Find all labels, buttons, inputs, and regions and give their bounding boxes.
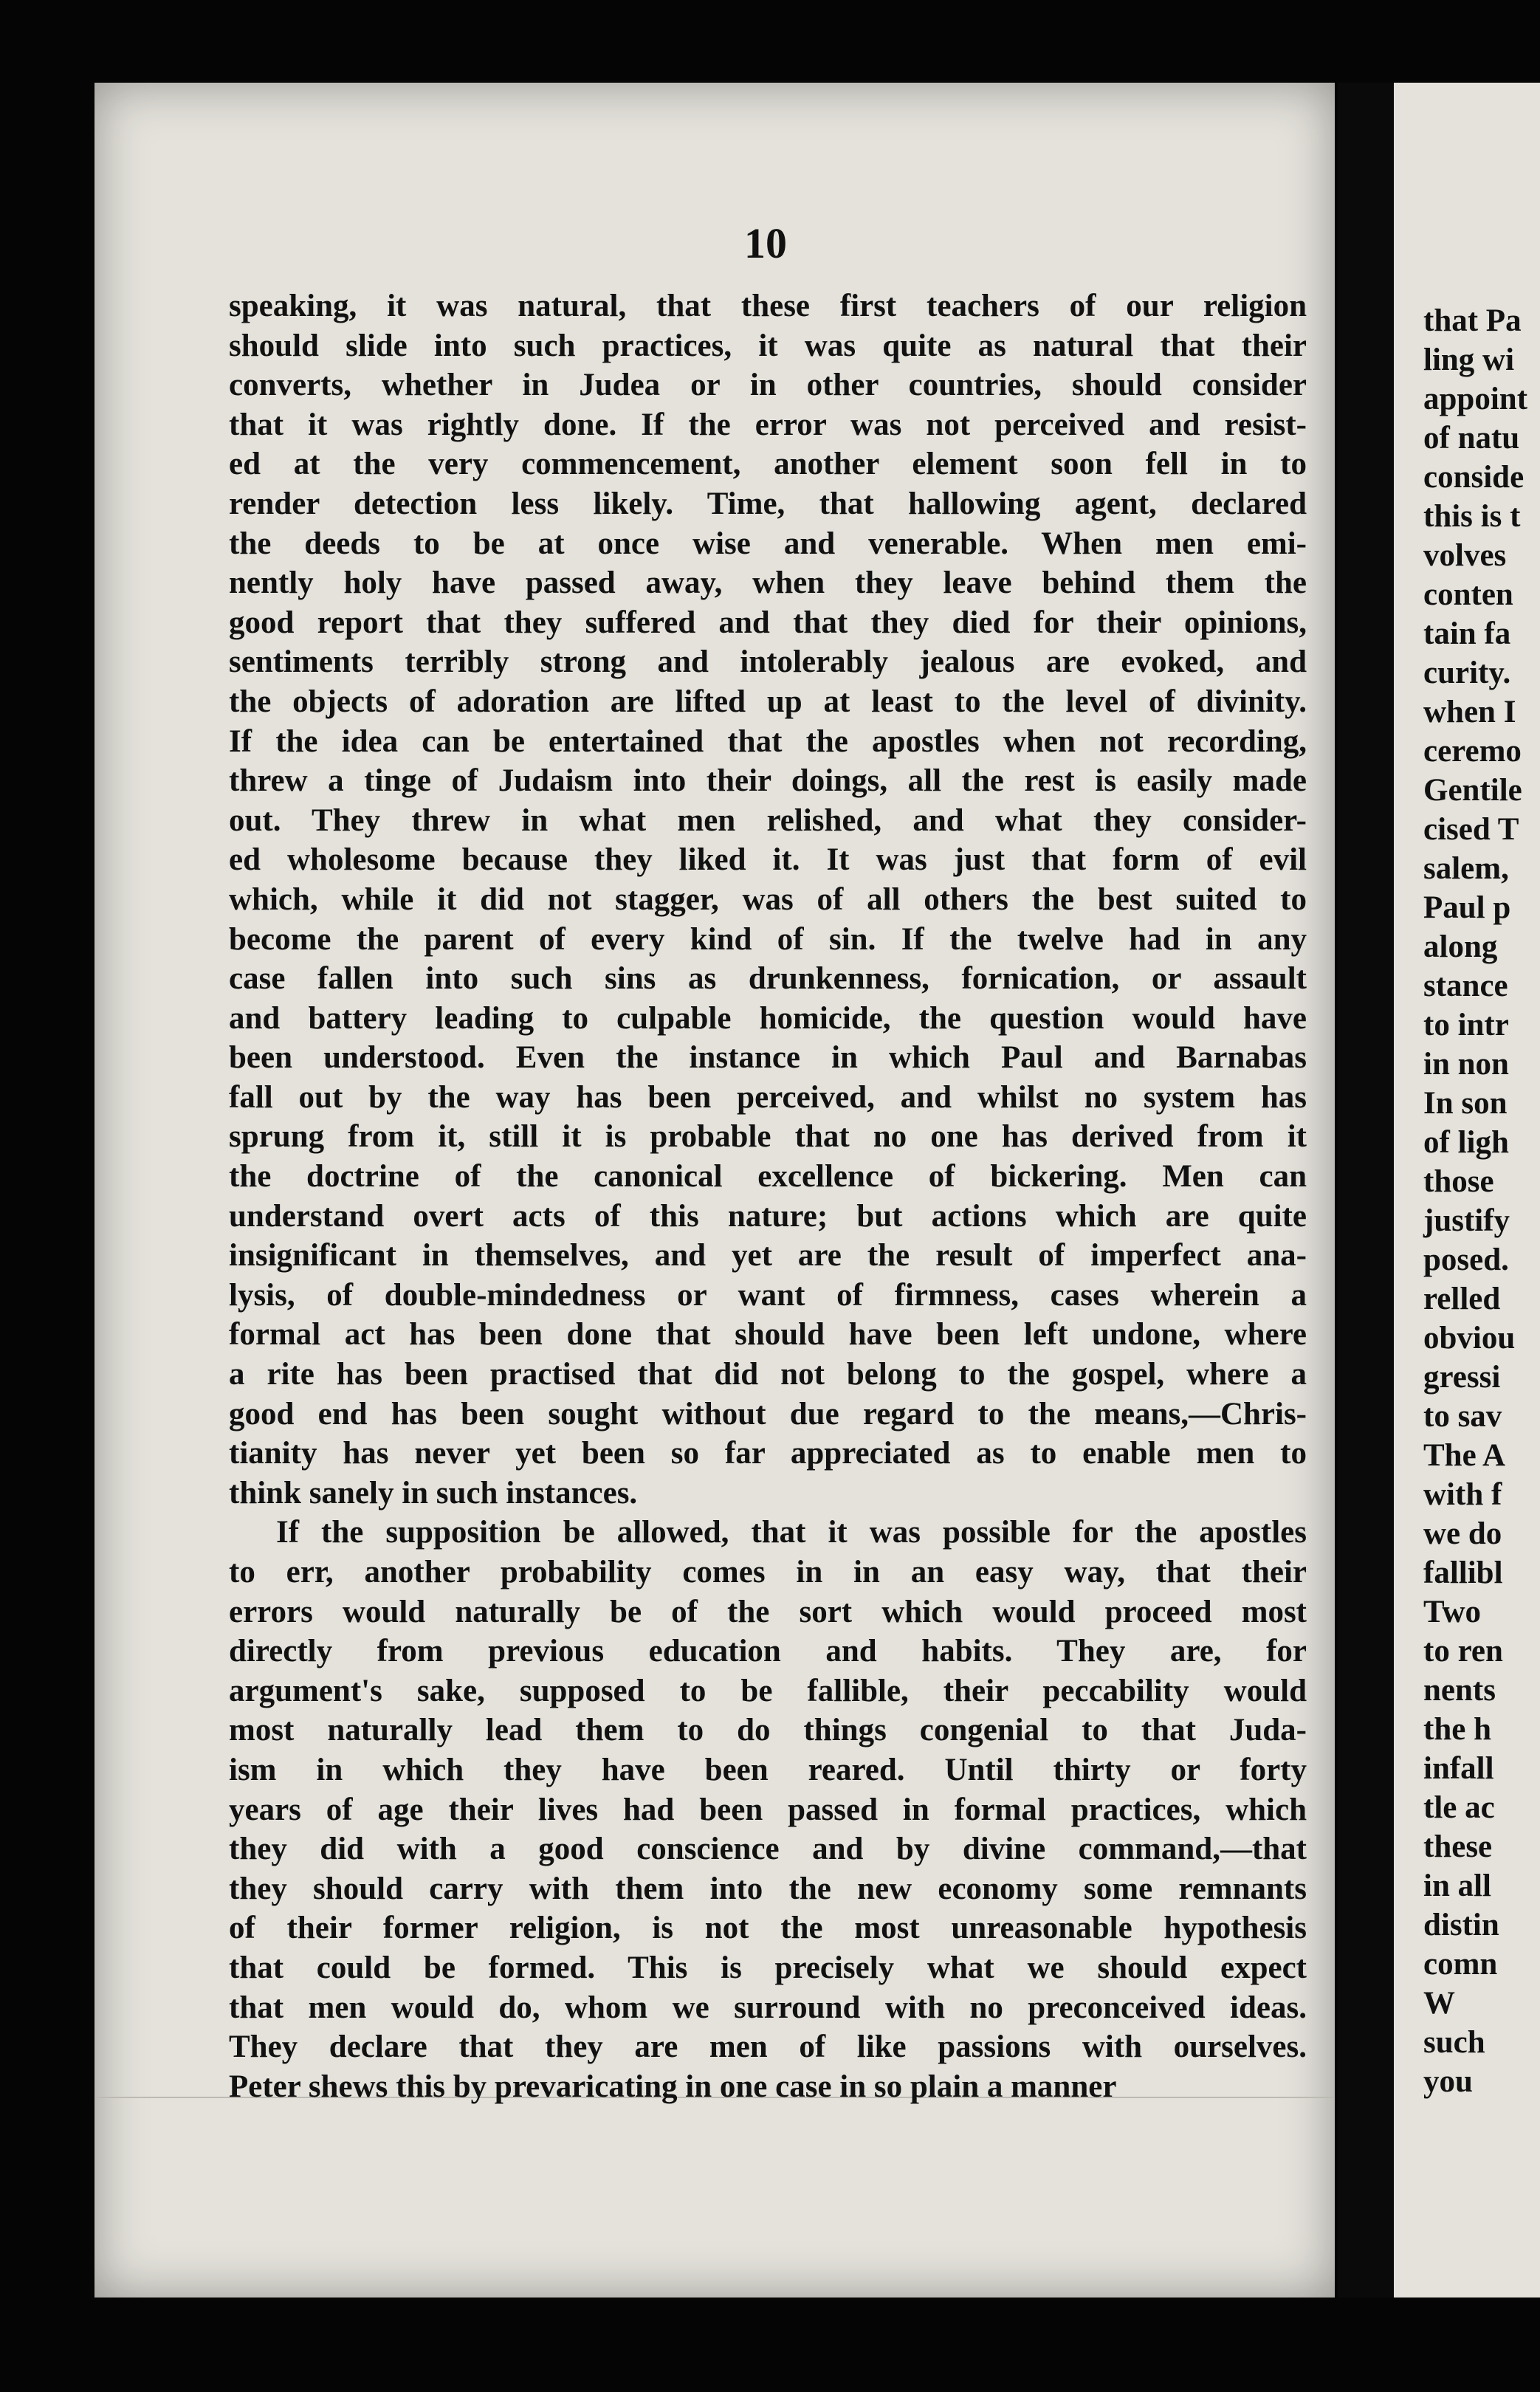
text-line: they should carry with them into the new economy some remnants bbox=[229, 1871, 1307, 1906]
right-text-line: W bbox=[1423, 1986, 1455, 2021]
text-line: become the parent of every kind of sin. If the twelve had in any bbox=[229, 921, 1307, 957]
text-line: which, while it did not stagger, was of all others the best suited to bbox=[229, 881, 1307, 917]
text-line: render detection less likely. Time, that hallowing agent, declared bbox=[229, 486, 1307, 521]
text-line: been understood. Even the instance in which Paul and Barnabas bbox=[229, 1040, 1307, 1076]
text-line: think sanely in such instances. bbox=[229, 1475, 638, 1511]
right-text-line: gressi bbox=[1423, 1360, 1501, 1395]
right-text-line: of natu bbox=[1423, 421, 1520, 456]
right-text-line: the h bbox=[1423, 1712, 1491, 1747]
text-line: and battery leading to culpable homicide, the question would have bbox=[229, 1000, 1307, 1036]
text-line: directly from previous education and habits. They are, for bbox=[229, 1634, 1307, 1669]
binding-gutter bbox=[1338, 83, 1394, 2298]
right-text-line: curity. bbox=[1423, 656, 1511, 690]
text-line: they did with a good conscience and by divine command,—that bbox=[229, 1832, 1307, 1867]
text-line: case fallen into such sins as drunkenness, fornication, or assault bbox=[229, 961, 1307, 997]
right-text-line: obviou bbox=[1423, 1321, 1516, 1355]
text-line: years of age their lives had been passed in formal practices, which bbox=[229, 1792, 1307, 1827]
text-line: should slide into such practices, it was quite as natural that their bbox=[229, 328, 1307, 363]
text-line: If the idea can be entertained that the apostles when not recording, bbox=[229, 724, 1307, 759]
text-line: most naturally lead them to do things congenial to that Juda- bbox=[229, 1713, 1307, 1748]
text-line: lysis, of double-mindedness or want of firmness, cases wherein a bbox=[229, 1277, 1307, 1313]
text-line: tianity has never yet been so far appreciated as to enable men to bbox=[229, 1436, 1307, 1471]
text-line: converts, whether in Judea or in other countries, should consider bbox=[229, 368, 1307, 403]
text-line: to err, another probability comes in in an easy way, that their bbox=[229, 1555, 1307, 1589]
text-line: understand overt acts of this nature; but actions which are quite bbox=[229, 1198, 1307, 1234]
right-text-line: conside bbox=[1423, 460, 1524, 495]
text-line: out. They threw in what men relished, and what they consider- bbox=[229, 803, 1307, 838]
right-text-line: conten bbox=[1423, 577, 1513, 612]
right-text-line: salem, bbox=[1423, 851, 1509, 886]
text-line: sentiments terribly strong and intolerably jealous are evoked, and bbox=[229, 645, 1307, 680]
right-text-line: posed. bbox=[1423, 1243, 1509, 1277]
right-text-line: In son bbox=[1423, 1086, 1508, 1121]
right-text-line: ceremo bbox=[1423, 734, 1522, 769]
text-line: the deeds to be at once wise and venerable. When men emi- bbox=[229, 526, 1307, 561]
text-line: errors would naturally be of the sort which would proceed most bbox=[229, 1594, 1307, 1629]
right-text-line: those bbox=[1423, 1164, 1494, 1199]
right-text-line: distin bbox=[1423, 1908, 1499, 1942]
text-line: nently holy have passed away, when they leave behind them the bbox=[229, 566, 1307, 601]
text-line: If the supposition be allowed, that it was possible for the apostles bbox=[276, 1515, 1307, 1550]
text-line: speaking, it was natural, that these first teachers of our religion bbox=[229, 289, 1307, 323]
right-text-line: that Pa bbox=[1423, 303, 1522, 338]
text-line: insignificant in themselves, and yet are the result of imperfect ana- bbox=[229, 1238, 1307, 1274]
right-text-line: we do bbox=[1423, 1516, 1502, 1551]
text-line: ed wholesome because they liked it. It was just that form of evil bbox=[229, 842, 1307, 878]
text-line: good report that they suffered and that they died for their opinions, bbox=[229, 605, 1307, 640]
body-text bbox=[229, 286, 1307, 2106]
right-text-line: appoint bbox=[1423, 382, 1528, 416]
text-line: that men would do, whom we surround with no preconceived ideas. bbox=[229, 1990, 1307, 2025]
text-line: argument's sake, supposed to be fallible, their peccability would bbox=[229, 1673, 1307, 1708]
text-line: fall out by the way has been perceived, and whilst no system has bbox=[229, 1079, 1307, 1115]
right-text-line: to intr bbox=[1423, 1008, 1509, 1042]
text-line: of their former religion, is not the most unreasonable hypothesis bbox=[229, 1911, 1307, 1946]
text-line: sprung from it, still it is probable that no one has derived from it bbox=[229, 1119, 1307, 1155]
page-number: 10 bbox=[744, 219, 787, 267]
right-text-line: this is t bbox=[1423, 499, 1521, 534]
right-text-line: to sav bbox=[1423, 1399, 1502, 1434]
right-text-line: along bbox=[1423, 929, 1498, 964]
right-text-line: such bbox=[1423, 2025, 1485, 2060]
text-line: a rite has been practised that did not belong to the gospel, where a bbox=[229, 1357, 1307, 1392]
right-text-line: when I bbox=[1423, 695, 1516, 729]
text-line: They declare that they are men of like passions with ourselves. bbox=[229, 2030, 1307, 2065]
text-line: that could be formed. This is precisely what we should expect bbox=[229, 1950, 1307, 1985]
right-text-line: relled bbox=[1423, 1282, 1501, 1316]
text-line: Peter shews this by prevaricating in one case in so plain a manner bbox=[229, 2069, 1117, 2104]
right-text-line: in all bbox=[1423, 1869, 1492, 1903]
right-text-line: cised T bbox=[1423, 812, 1519, 847]
right-text-line: Two bbox=[1423, 1595, 1482, 1629]
right-text-line: infall bbox=[1423, 1751, 1494, 1786]
text-line: the objects of adoration are lifted up at least to the level of divinity. bbox=[229, 684, 1307, 719]
right-text-line: these bbox=[1423, 1829, 1493, 1864]
text-line: ed at the very commencement, another element soon fell in to bbox=[229, 447, 1307, 482]
right-text-line: fallibl bbox=[1423, 1556, 1503, 1590]
right-text-line: stance bbox=[1423, 969, 1508, 1003]
text-line: ism in which they have been reared. Until thirty or forty bbox=[229, 1752, 1307, 1787]
text-line: the doctrine of the canonical excellence of bickering. Men can bbox=[229, 1159, 1307, 1195]
right-text-line: to ren bbox=[1423, 1634, 1503, 1668]
text-line: formal act has been done that should have been left undone, where bbox=[229, 1317, 1307, 1353]
right-text-line: justify bbox=[1423, 1203, 1510, 1238]
right-text-line: nents bbox=[1423, 1673, 1496, 1708]
text-line: good end has been sought without due regard to the means,—Chris- bbox=[229, 1396, 1307, 1432]
right-text-line: Paul p bbox=[1423, 890, 1511, 925]
right-page-text bbox=[1423, 301, 1540, 2101]
right-text-line: in non bbox=[1423, 1047, 1509, 1082]
right-text-line: The A bbox=[1423, 1438, 1506, 1473]
book-page-right bbox=[1394, 83, 1540, 2298]
right-text-line: tle ac bbox=[1423, 1790, 1495, 1825]
text-line: threw a tinge of Judaism into their doings, all the rest is easily made bbox=[229, 763, 1307, 799]
right-text-line: volves bbox=[1423, 538, 1507, 573]
right-text-line: of ligh bbox=[1423, 1125, 1509, 1160]
right-text-line: comn bbox=[1423, 1947, 1498, 1982]
right-text-line: with f bbox=[1423, 1477, 1502, 1512]
text-line: that it was rightly done. If the error was not perceived and resist- bbox=[229, 407, 1307, 442]
right-text-line: tain fa bbox=[1423, 616, 1511, 651]
right-text-line: you bbox=[1423, 2064, 1473, 2099]
right-text-line: ling wi bbox=[1423, 343, 1515, 377]
right-text-line: Gentile bbox=[1423, 773, 1522, 808]
